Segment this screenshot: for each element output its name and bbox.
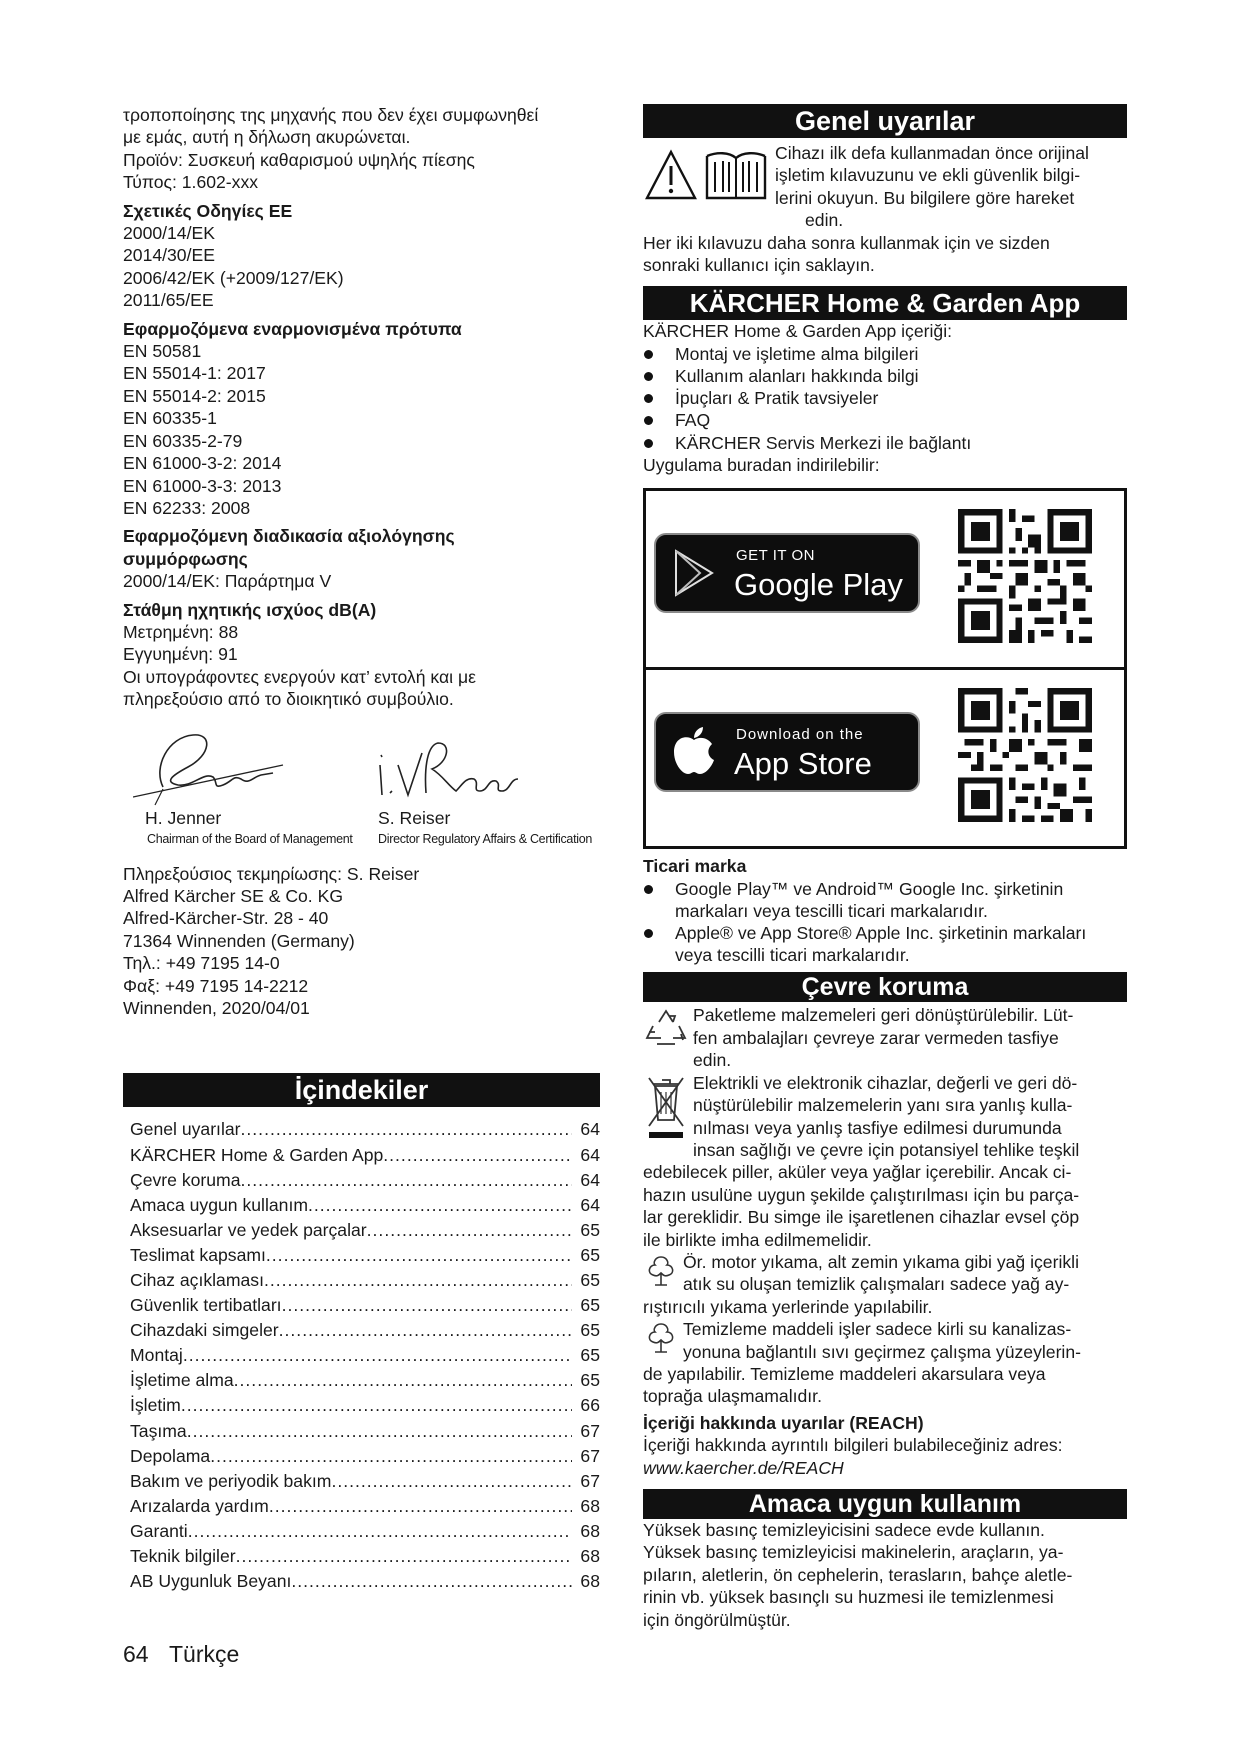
sound-line: Μετρημένη: 88 [123, 621, 239, 642]
qr-code-google[interactable] [958, 509, 1092, 643]
toc-entry[interactable] [130, 1494, 600, 1519]
standard-item: EN 62233: 2008 [123, 497, 251, 518]
signatory-name: H. Jenner [145, 807, 222, 828]
app-bullet: Montaj ve işletime alma bilgileri [643, 343, 1127, 365]
right-column [643, 104, 1127, 1631]
toc-label: Cihaz açıklaması [130, 1269, 264, 1290]
environment-title: Çevre koruma [643, 972, 1127, 1002]
water-protection-icon [645, 1253, 677, 1289]
trademark-list [643, 878, 1127, 967]
toc-label: Montaj [130, 1345, 183, 1366]
app-store-row [646, 667, 1124, 846]
env-weee-line: edebilecek piller, aküler veya yağlar içerebilir. Ancak ci- [643, 1162, 1072, 1183]
env-detergent-line: de yapılabilir. Temizleme maddeleri akarsulara veya [643, 1363, 1046, 1384]
standard-item: EN 50581 [123, 341, 202, 362]
toc-label: İşletim [130, 1395, 181, 1416]
toc-entry[interactable] [130, 1544, 600, 1569]
google-play-big-text: Google Play [734, 567, 903, 603]
general-text: sonraki kullanıcı için saklayın. [643, 255, 875, 276]
page-language: Türkçe [168, 1641, 240, 1667]
env-detergent-line: yonuna bağlantılı sıvı geçirmez çalışma yüzeylerin- [683, 1341, 1081, 1362]
toc-page: 65 [580, 1320, 600, 1341]
general-icon-text: lerini okuyun. Bu bilgilere göre hareket [775, 187, 1075, 208]
toc-page: 64 [580, 1144, 600, 1165]
contact-line: Alfred-Kärcher-Str. 28 - 40 [123, 908, 329, 929]
standard-item: EN 60335-2-79 [123, 430, 243, 451]
toc-page: 65 [580, 1345, 600, 1366]
app-download-text: Uygulama buradan indirilebilir: [643, 454, 880, 475]
env-detergent-line: Temizleme maddeli işler sadece kirli su kanalizas- [683, 1319, 1072, 1340]
google-play-row [646, 491, 1124, 667]
trademark-line: markaları veya tescilli ticari markalarıdır. [675, 900, 988, 921]
toc-page: 65 [580, 1295, 600, 1316]
apple-icon [672, 726, 716, 776]
page-number: 64 [123, 1641, 149, 1667]
contact-line: Winnenden, 2020/04/01 [123, 998, 310, 1018]
toc-page: 67 [580, 1420, 600, 1441]
toc-entry[interactable] [130, 1243, 600, 1268]
env-detergent-line: toprağa ulaşmamalıdır. [643, 1386, 822, 1407]
toc-entry[interactable] [130, 1318, 600, 1343]
directive-item: 2014/30/EE [123, 245, 215, 266]
env-weee-line: Elektrikli ve elektronik cihazlar, değerli ve geri dö- [693, 1072, 1078, 1093]
toc-label: Amaca uygun kullanım [130, 1194, 308, 1215]
toc-label: Arızalarda yardım [130, 1495, 269, 1516]
toc-page: 65 [580, 1244, 600, 1265]
standards-heading: Εφαρμοζόμενα εναρμονισμένα πρότυπα [123, 318, 462, 339]
env-weee-line: lar gereklidir. Bu simge ile işaretlenen cihazlar evsel çöp [643, 1207, 1080, 1228]
env-packaging [643, 1004, 1127, 1071]
app-bullet: Kullanım alanları hakkında bilgi [643, 365, 1127, 387]
standard-item: EN 55014-1: 2017 [123, 363, 266, 384]
app-intro: KÄRCHER Home & Garden App içeriği: [643, 321, 952, 342]
toc-entry[interactable] [130, 1168, 600, 1193]
toc-entry[interactable] [130, 1419, 600, 1444]
directives-heading: Σχετικές Οδηγίες ΕΕ [123, 200, 293, 221]
toc-entry[interactable] [130, 1218, 600, 1243]
toc-entry[interactable] [130, 1569, 600, 1594]
sound-line: Εγγυημένη: 91 [123, 644, 238, 665]
reach-heading: İçeriği hakkında uyarılar (REACH) [643, 1412, 924, 1433]
signature-jenner [133, 727, 303, 807]
google-play-icon [672, 549, 716, 597]
signatory-role: Chairman of the Board of Management [147, 831, 353, 846]
signatures [123, 727, 600, 849]
toc-label: Teknik bilgiler [130, 1546, 236, 1566]
env-oil-line: Ör. motor yıkama, alt zemin yıkama gibi yağ içerikli [683, 1251, 1079, 1272]
toc-page: 64 [580, 1119, 600, 1140]
toc-entry[interactable] [130, 1117, 600, 1142]
procedure-text: 2000/14/EK: Παράρτημα V [123, 571, 332, 592]
toc-label: Teslimat kapsamı [130, 1244, 266, 1265]
table-of-contents [123, 1117, 600, 1594]
water-protection-icon [645, 1320, 677, 1356]
google-play-badge[interactable] [654, 533, 920, 613]
general-icon-text: Cihazı ilk defa kullanmadan önce orijinal [775, 143, 1089, 163]
app-store-box [643, 488, 1127, 849]
crossed-bin-icon [645, 1074, 687, 1142]
signature-reiser [376, 735, 526, 810]
standard-item: EN 61000-3-3: 2013 [123, 475, 282, 496]
toc-label: Taşıma [130, 1420, 187, 1441]
toc-label: Garanti [130, 1520, 188, 1541]
env-packaging-line: fen ambalajları çevreye zarar vermeden tasfiye [693, 1027, 1059, 1048]
env-weee-line: insan sağlığı ve çevre için potansiyel tehlike teşkil [693, 1139, 1080, 1160]
toc-label: Çevre koruma [130, 1169, 241, 1190]
reach-text: İçeriği hakkında ayrıntılı bilgileri bulabileceğiniz adres: [643, 1435, 1063, 1456]
app-store-big-text: App Store [734, 746, 872, 782]
directive-item: 2006/42/EK (+2009/127/EK) [123, 267, 344, 288]
signatory-name: S. Reiser [378, 807, 451, 828]
intended-use-title: Amaca uygun kullanım [643, 1489, 1127, 1519]
standard-item: EN 60335-1 [123, 408, 217, 429]
app-bullet: FAQ [643, 409, 1127, 431]
toc-page: 68 [580, 1520, 600, 1541]
env-packaging-line: Paketleme malzemeleri geri dönüştürülebilir. Lüt- [693, 1005, 1074, 1026]
toc-label: KÄRCHER Home & Garden App [130, 1144, 384, 1165]
google-play-small-text: GET IT ON [736, 547, 815, 565]
app-bullet-list [643, 343, 1127, 454]
reach-link[interactable]: www.kaercher.de/REACH [643, 1457, 844, 1478]
toc-page: 68 [580, 1495, 600, 1516]
toc-entry[interactable] [130, 1368, 600, 1393]
toc-entry[interactable] [130, 1293, 600, 1318]
env-detergent [643, 1318, 1127, 1408]
trademark-line: Apple® ve App Store® Apple Inc. şirketinin markaları [675, 923, 1087, 944]
contact-line: Alfred Kärcher SE & Co. KG [123, 885, 344, 906]
general-icon-text: işletim kılavuzunu ve ekli güvenlik bilgi- [775, 165, 1081, 186]
standard-item: EN 55014-2: 2015 [123, 385, 266, 406]
intro-line: τροποποίησης της μηχανής που δεν έχει συμφωνηθεί [123, 105, 539, 125]
contact-line: Φαξ: +49 7195 14-2212 [123, 975, 309, 996]
trademark-heading: Ticari marka [643, 856, 747, 877]
toc-entry[interactable] [130, 1193, 600, 1218]
recycling-icon [645, 1008, 687, 1048]
intended-use-line: için öngörülmüştür. [643, 1609, 791, 1630]
intro-line: με εμάς, αυτή η δήλωση ακυρώνεται. [123, 127, 411, 148]
toc-page: 64 [580, 1194, 600, 1215]
intended-use-line: Yüksek basınç temizleyicisini sadece evde kullanın. [643, 1520, 1045, 1541]
contact-line: Πληρεξούσιος τεκμηρίωσης: S. Reiser [123, 863, 420, 884]
sound-line: Οι υπογράφοντες ενεργούν κατ’ εντολή και με [123, 666, 476, 687]
toc-entry[interactable] [130, 1469, 600, 1494]
contact-line: Τηλ.: +49 7195 14-0 [123, 953, 280, 974]
env-weee-line: nılması veya yanlış tasfiye edilmesi durumunda [693, 1117, 1062, 1138]
toc-page: 66 [580, 1395, 600, 1416]
sound-line: πληρεξούσιο από το διοικητικό συμβούλιο. [123, 689, 454, 710]
toc-entry[interactable] [130, 1343, 600, 1368]
trademark-line: veya tescilli ticari markalarıdır. [675, 945, 910, 966]
toc-label: Bakım ve periyodik bakım [130, 1470, 332, 1491]
env-oil-line: rıştırıcılı yıkama yerlerinde yapılabilir. [643, 1296, 933, 1317]
toc-label: Cihazdaki simgeler [130, 1320, 279, 1341]
procedure-heading: συμμόρφωσης [123, 548, 248, 569]
env-weee [643, 1072, 1127, 1251]
app-bullet: KÄRCHER Servis Merkezi ile bağlantı [643, 432, 1127, 454]
toc-page: 65 [580, 1219, 600, 1240]
general-icon-block [643, 142, 1127, 232]
app-bullet: İpuçları & Pratik tavsiyeler [643, 387, 1127, 409]
intro-line: Προϊόν: Συσκευή καθαρισμού υψηλής πίεσης [123, 149, 475, 170]
toc-label: İşletime alma [130, 1370, 234, 1391]
toc-label: Depolama [130, 1445, 211, 1466]
toc-page: 64 [580, 1169, 600, 1190]
directive-item: 2011/65/EE [123, 290, 214, 311]
general-text: Her iki kılavuzu daha sonra kullanmak için ve sizden [643, 232, 1050, 253]
toc-entry[interactable] [130, 1268, 600, 1293]
app-title: KÄRCHER Home & Garden App [643, 286, 1127, 320]
trademark-bullet [643, 878, 1127, 922]
toc-page: 68 [580, 1571, 600, 1592]
trademark-bullet [643, 922, 1127, 966]
sound-heading: Στάθμη ηχητικής ισχύος dB(A) [123, 599, 377, 620]
toc-label: Genel uyarılar [130, 1119, 241, 1140]
left-column [123, 104, 600, 1594]
standard-item: EN 61000-3-2: 2014 [123, 453, 282, 474]
app-store-small-text: Download on the [736, 726, 864, 744]
env-oil [643, 1251, 1127, 1318]
procedure-heading: Εφαρμοζόμενη διαδικασία αξιολόγησης [123, 526, 455, 547]
toc-label: Güvenlik tertibatları [130, 1295, 282, 1316]
toc-page: 68 [580, 1546, 600, 1566]
general-icon-text: edin. [805, 210, 844, 231]
toc-page: 65 [580, 1269, 600, 1290]
toc-page: 67 [580, 1470, 600, 1491]
signatory-role: Director Regulatory Affairs & Certification [378, 831, 593, 846]
toc-entry[interactable] [130, 1143, 600, 1168]
toc-entry[interactable] [130, 1444, 600, 1469]
app-store-badge[interactable] [654, 712, 920, 792]
toc-label: Aksesuarlar ve yedek parçalar [130, 1219, 367, 1240]
directive-item: 2000/14/EK [123, 223, 215, 244]
env-packaging-line: edin. [693, 1050, 732, 1071]
toc-page: 65 [580, 1370, 600, 1391]
contact-line: 71364 Winnenden (Germany) [123, 930, 355, 951]
toc-title: İçindekiler [123, 1073, 600, 1107]
intended-use-line: Yüksek basınç temizleyicisi makinelerin, araçların, ya- [643, 1542, 1064, 1563]
env-weee-line: hazın usulüne uygun şekilde çalıştırılması için bu parça- [643, 1184, 1080, 1205]
toc-entry[interactable] [130, 1393, 600, 1418]
env-oil-line: atık su oluşan temizlik çalışmaları sadece yağ ay- [683, 1274, 1070, 1295]
toc-entry[interactable] [130, 1519, 600, 1544]
qr-code-apple[interactable] [958, 688, 1092, 822]
env-weee-line: ile birlikte imha edilmemelidir. [643, 1229, 872, 1250]
intro-line: Τύπος: 1.602-xxx [123, 172, 259, 193]
intended-use-line: pıların, aletlerin, ön cephelerin, terasların, bahçe aletle- [643, 1564, 1073, 1585]
env-weee-line: nüştürülebilir malzemelerin yanı sıra yanlış kulla- [693, 1095, 1073, 1116]
page-footer [123, 1640, 239, 1668]
warning-manual-icon [645, 148, 769, 204]
trademark-line: Google Play™ ve Android™ Google Inc. şirketinin [675, 878, 1064, 899]
toc-page: 67 [580, 1445, 600, 1466]
intended-use-line: rinin vb. yüksek basınçlı su huzmesi ile temizlenmesi [643, 1587, 1054, 1608]
general-title: Genel uyarılar [643, 104, 1127, 138]
toc-label: AB Uygunluk Beyanı [130, 1571, 292, 1592]
